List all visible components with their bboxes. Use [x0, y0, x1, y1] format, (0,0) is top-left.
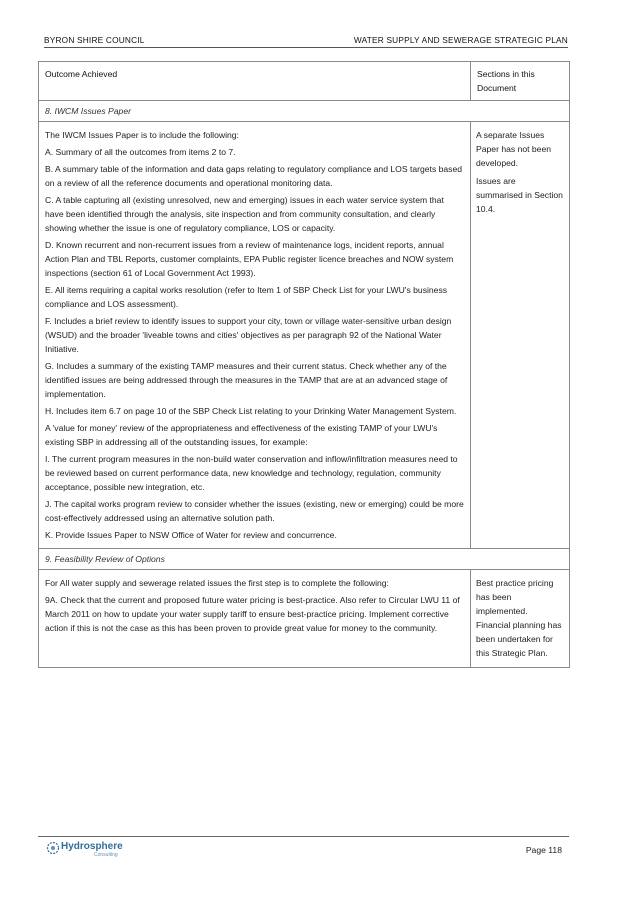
- table-row: [39, 122, 570, 549]
- list-item: A. Summary of all the outcomes from items 2 to 7.: [45, 147, 236, 157]
- table-header-row: [39, 62, 570, 101]
- list-item: G. Includes a summary of the existing TAMP measures and their current status. Check whether any of the identified issues are being addressed through the measures in the TAMP that are at an advanced stage of implementation.: [45, 361, 448, 399]
- section-note: Best practice pricing has been implemented. Financial planning has been undertaken for this Strategic Plan.: [476, 578, 562, 658]
- section-note: A separate Issues Paper has not been developed.: [476, 130, 552, 168]
- section-title: 8. IWCM Issues Paper: [39, 101, 570, 122]
- logo-name: Hydrosphere: [61, 841, 123, 852]
- section-title: 9. Feasibility Review of Options: [39, 549, 570, 570]
- list-item: B. A summary table of the information and data gaps relating to regulatory compliance and LOS targets based on a review of all the reference documents and operational monitoring data.: [45, 164, 463, 188]
- sections-cell: [471, 570, 570, 668]
- column-header-sections: Sections in this Document: [471, 62, 570, 101]
- list-item: D. Known recurrent and non-recurrent issues from a review of maintenance logs, incident reports, annual Action Plan and TBL Reports, customer complaints, EPA Public register licence breaches and NOW system inspections (section 61 of Local Government Act 1993).: [45, 240, 454, 278]
- header-document-title: WATER SUPPLY AND SEWERAGE STRATEGIC PLAN: [353, 35, 568, 45]
- section-row-9: [39, 549, 570, 570]
- list-item: H. Includes item 6.7 on page 10 of the SBP Check List relating to your Drinking Water Management System.: [45, 406, 457, 416]
- section-note: Issues are summarised in Section 10.4.: [476, 176, 563, 214]
- list-item: E. All items requiring a capital works resolution (refer to Item 1 of SBP Check List for your LWU's business compliance and LOS assessment).: [45, 285, 448, 309]
- outcome-cell: [39, 122, 471, 549]
- hydrosphere-logo-icon: [46, 841, 60, 855]
- logo-subtitle: Consulting: [94, 852, 118, 858]
- outcomes-table: [38, 61, 570, 668]
- outcome-cell: [39, 570, 471, 668]
- header-organisation: BYRON SHIRE COUNCIL: [44, 35, 145, 45]
- footer-divider: [38, 836, 569, 837]
- list-item: C. A table capturing all (existing unresolved, new and emerging) issues in each water service system that have been identified through the analysis, site inspection and from community consultation, and clearly showing whether the issue is one of regulatory compliance, LOS or capacity.: [45, 195, 444, 233]
- list-item: 9A. Check that the current and proposed future water pricing is best-practice. Also refer to Circular LWU 11 of March 2011 on how to update your water supply tariff to ensure best-practice pricing. Implement corrective action if this is not the case as this has been proven to provide great value for money to the community.: [45, 595, 460, 633]
- section-row-8: [39, 101, 570, 122]
- header-divider: [44, 47, 568, 48]
- column-header-outcome: Outcome Achieved: [39, 62, 471, 101]
- list-item: J. The capital works program review to consider whether the issues (existing, new or emerging) could be more cost-effectively addressed using an alternative solution path.: [45, 499, 464, 523]
- table-row: [39, 570, 570, 668]
- sections-cell: [471, 122, 570, 549]
- list-item: A 'value for money' review of the appropriateness and effectiveness of the existing TAMP of your LWU's existing SBP in addressing all of the outstanding issues, for example:: [45, 423, 438, 447]
- list-item: K. Provide Issues Paper to NSW Office of Water for review and concurrence.: [45, 530, 337, 540]
- list-item: F. Includes a brief review to identify issues to support your city, town or village water-sensitive urban design (WSUD) and the broader 'liveable towns and cities' objectives as per paragraph 92 of the National Water Initiative.: [45, 316, 452, 354]
- list-item: I. The current program measures in the non-build water conservation and inflow/infiltration measures need to be reviewed based on current performance data, new knowledge and technology, regulation, community acceptance, possible new integration, etc.: [45, 454, 458, 492]
- list-item: For All water supply and sewerage related issues the first step is to complete the following:: [45, 578, 389, 588]
- page-number: Page 118: [525, 845, 562, 855]
- list-item: The IWCM Issues Paper is to include the following:: [45, 130, 239, 140]
